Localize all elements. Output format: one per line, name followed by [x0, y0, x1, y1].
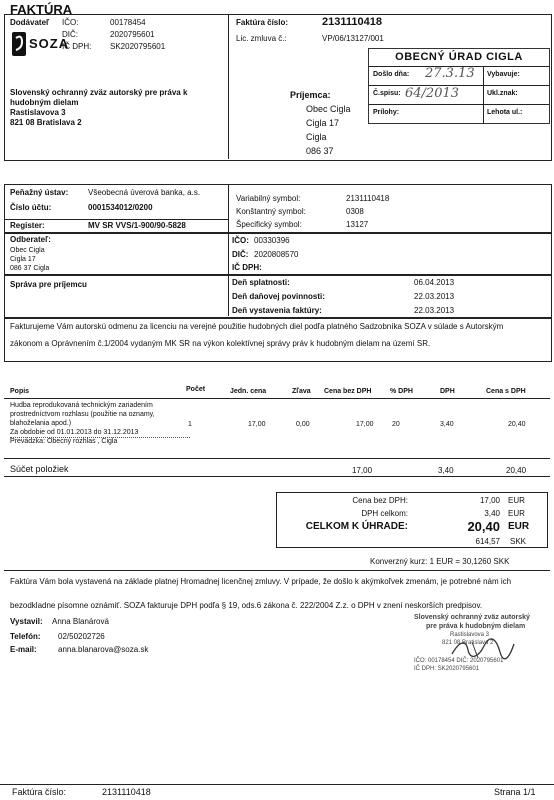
- total-skk-cur: SKK: [510, 537, 527, 546]
- supplier-name-2: hudobným dielam: [10, 98, 79, 107]
- sum-net: 17,00: [352, 466, 373, 475]
- row-desc-5: Prevádzka: Obecný rozhlas , Cigla: [10, 438, 118, 445]
- stamp-filing-label: Č.spisu:: [373, 90, 401, 97]
- variable-symbol-label: Variabilný symbol:: [236, 194, 301, 203]
- page-footer-rule: [0, 784, 554, 785]
- supplier-label: Dodávateľ: [10, 18, 50, 27]
- phone-label: Telefón:: [10, 632, 41, 641]
- customer-divider: [228, 232, 229, 274]
- email: anna.blanarova@soza.sk: [58, 645, 149, 654]
- col-header-unit: Jedn. cena: [230, 388, 267, 395]
- due-date: 06.04.2013: [414, 278, 455, 287]
- footer-number-label: Faktúra číslo:: [12, 787, 67, 797]
- due-date-label: Deň splatnosti:: [232, 278, 290, 287]
- issue-date-label: Deň vystavenia faktúry:: [232, 306, 322, 315]
- row-gross: 20,40: [508, 421, 526, 428]
- row-desc-3: blahoželania apod.): [10, 420, 72, 427]
- sig-line6: IČ DPH: SK2020795601: [414, 666, 480, 672]
- document-title: FAKTÚRA: [10, 2, 73, 17]
- supplier-name-1: Slovenský ochranný zväz autorský pre práva k: [10, 88, 188, 97]
- row-discount: 0,00: [296, 421, 310, 428]
- recipient-line4: 086 37: [306, 146, 334, 156]
- totals-vat: 3,40: [484, 509, 500, 518]
- row-desc-4: Za obdobie od 01.01.2013 do 31.12.2013: [10, 429, 139, 436]
- supplier-ico-label: IČO:: [62, 18, 79, 27]
- table-top-rule: [4, 398, 550, 399]
- supplier-icdph-label: IČ DPH:: [62, 42, 92, 51]
- customer-line2: Cigla 17: [10, 256, 36, 263]
- logo-text: SOZA: [29, 36, 70, 51]
- handwritten-signature-icon: [448, 636, 518, 662]
- supplier-icdph: SK2020795601: [110, 42, 166, 51]
- register-label: Register:: [10, 221, 45, 230]
- stamp-attachments-label: Prílohy:: [373, 109, 400, 116]
- contract-label: Lic. zmluva č.:: [236, 34, 287, 43]
- stamp-handles-label: Vybavuje:: [487, 71, 520, 78]
- bank-account-label: Číslo účtu:: [10, 203, 52, 212]
- recipient-line1: Obec Cigla: [306, 104, 351, 114]
- stamp-title: OBECNÝ ÚRAD CIGLA: [395, 51, 523, 63]
- footer-top-rule: [4, 570, 550, 571]
- recipient-line3: Cigla: [306, 132, 327, 142]
- col-header-net: Cena bez DPH: [324, 388, 372, 395]
- sum-vat: 3,40: [438, 466, 454, 475]
- description-line1: Fakturujeme Vám autorskú odmenu za licenciu na verejné použitie hudobných diel podľa platného Sadzobníka SOZA v súlade s Autorským: [10, 322, 504, 331]
- bank-institution: Všeobecná úverová banka, a.s.: [88, 188, 201, 197]
- bank-institution-label: Peňažný ústav:: [10, 188, 69, 197]
- row-unit: 17,00: [248, 421, 266, 428]
- bank-divider: [228, 184, 229, 232]
- tax-date-label: Deň daňovej povinnosti:: [232, 292, 325, 301]
- col-header-vat: DPH: [440, 388, 455, 395]
- col-header-gross: Cena s DPH: [486, 388, 526, 395]
- total-skk: 614,57: [475, 537, 500, 546]
- totals-vat-label: DPH celkom:: [361, 509, 408, 518]
- sig-line4: 821 08 Bratislava 2: [442, 640, 494, 646]
- sig-line1: Slovenský ochranný zväz autorský: [414, 614, 530, 621]
- footer-number: 2131110418: [102, 787, 151, 797]
- totals-net-label: Cena bez DPH:: [352, 496, 408, 505]
- page-indicator: Strana 1/1: [494, 787, 536, 797]
- signature-stamp: [408, 612, 548, 680]
- constant-symbol: 0308: [346, 207, 364, 216]
- recipient-label: Príjemca:: [290, 90, 331, 100]
- stamp-retention-label: Ukl.znak:: [487, 90, 518, 97]
- totals-net-cur: EUR: [508, 496, 525, 505]
- conversion-rate: Konverzný kurz: 1 EUR = 30,1260 SKK: [370, 557, 510, 566]
- sig-line3: Rastislavova 3: [450, 632, 490, 638]
- stamp-filing-value: 64/2013: [405, 86, 460, 101]
- registry-stamp: [368, 48, 550, 124]
- register-value: MV SR VVS/1-900/90-5828: [88, 221, 186, 230]
- specific-symbol: 13127: [346, 220, 369, 229]
- supplier-dic-label: DIČ:: [62, 30, 78, 39]
- customer-label: Odberateľ:: [10, 235, 51, 244]
- supplier-city: 821 08 Bratislava 2: [10, 118, 82, 127]
- sig-line5: IČO: 00178454 DIČ: 2020795601: [414, 658, 504, 664]
- dates-divider: [228, 274, 229, 316]
- row-qty: 1: [188, 421, 192, 428]
- invoice-number: 2131110418: [322, 16, 382, 28]
- col-header-discount: Zľava: [292, 388, 311, 395]
- invoice-number-label: Faktúra číslo:: [236, 18, 289, 27]
- sum-top-rule: [4, 458, 550, 459]
- specific-symbol-label: Špecifický symbol:: [236, 220, 302, 229]
- col-header-qty: Počet: [186, 386, 206, 393]
- row-desc-2: prostredníctvom rozhlasu (použitie na oznamy,: [10, 411, 155, 418]
- bank-sep: [4, 219, 228, 220]
- footer-note-2: bezodkladne písomne oznámiť. SOZA fakturuje DPH podľa § 19, ods.6 zákona č. 222/2004 Z.z. o DPH v znení neskorších predpisov.: [10, 601, 483, 610]
- row-net: 17,00: [356, 421, 374, 428]
- totals-net: 17,00: [479, 496, 500, 505]
- customer-line3: 086 37 Cigla: [10, 265, 50, 272]
- admin-note-label: Správa pre príjemcu: [10, 280, 87, 289]
- header-divider: [228, 14, 229, 159]
- contract-number: VP/06/13127/001: [322, 34, 384, 43]
- bank-account: 000153401​2/0200: [88, 203, 153, 212]
- description-line2: zákonom a Oprávnením č.1/2004 vydaným MK SR na výkon kolektívnej správy práv k hudobným dielam na území SR.: [10, 339, 431, 348]
- col-header-desc: Popis: [10, 388, 30, 395]
- issued-by-label: Vystavil:: [10, 617, 43, 626]
- sum-bottom-rule: [4, 476, 550, 477]
- tax-date: 22.03.2013: [414, 292, 455, 301]
- total-due-cur: EUR: [508, 521, 530, 532]
- row-vatpct: 20: [392, 421, 400, 428]
- variable-symbol: 2131110418: [346, 194, 390, 203]
- row-desc-1: Hudba reprodukovaná technickým zariadením: [10, 402, 153, 409]
- supplier-ico: 00178454: [110, 18, 146, 27]
- customer-line1: Obec Cigla: [10, 247, 45, 254]
- phone: 02/50202726: [58, 632, 105, 641]
- customer-ico-label: IČO:: [232, 236, 249, 245]
- row-vat: 3,40: [440, 421, 454, 428]
- customer-icdph-label: IČ DPH:: [232, 263, 262, 272]
- sig-line2: pre práva k hudobným dielam: [426, 623, 526, 630]
- customer-dic: 2020808570: [254, 250, 299, 259]
- totals-vat-cur: EUR: [508, 509, 525, 518]
- issue-date: 22.03.2013: [414, 306, 455, 315]
- issued-by: Anna Blanárová: [52, 617, 109, 626]
- sum-gross: 20,40: [506, 466, 527, 475]
- constant-symbol-label: Konštantný symbol:: [236, 207, 306, 216]
- supplier-dic: 2020795601: [110, 30, 155, 39]
- customer-ico: 00330396: [254, 236, 290, 245]
- stamp-received-value: 27.3.13: [425, 66, 475, 81]
- total-due-label: CELKOM K ÚHRADE:: [305, 521, 408, 532]
- supplier-street: Rastislavova 3: [10, 108, 66, 117]
- email-label: E-mail:: [10, 645, 37, 654]
- col-header-vatpct: % DPH: [390, 388, 413, 395]
- total-due: 20,40: [467, 519, 500, 534]
- recipient-line2: Cigla 17: [306, 118, 340, 128]
- stamp-retention2-label: Lehota ul.:: [487, 109, 523, 116]
- footer-note-1: Faktúra Vám bola vystavená na základe platnej Hromadnej licenčnej zmluvy. V prípade, že došlo k akýmkoľvek zmenám, je potrebné nám ich: [10, 577, 512, 586]
- stamp-received-label: Došlo dňa:: [373, 71, 410, 78]
- customer-dic-label: DIČ:: [232, 250, 249, 259]
- sum-label: Súčet položiek: [10, 464, 69, 474]
